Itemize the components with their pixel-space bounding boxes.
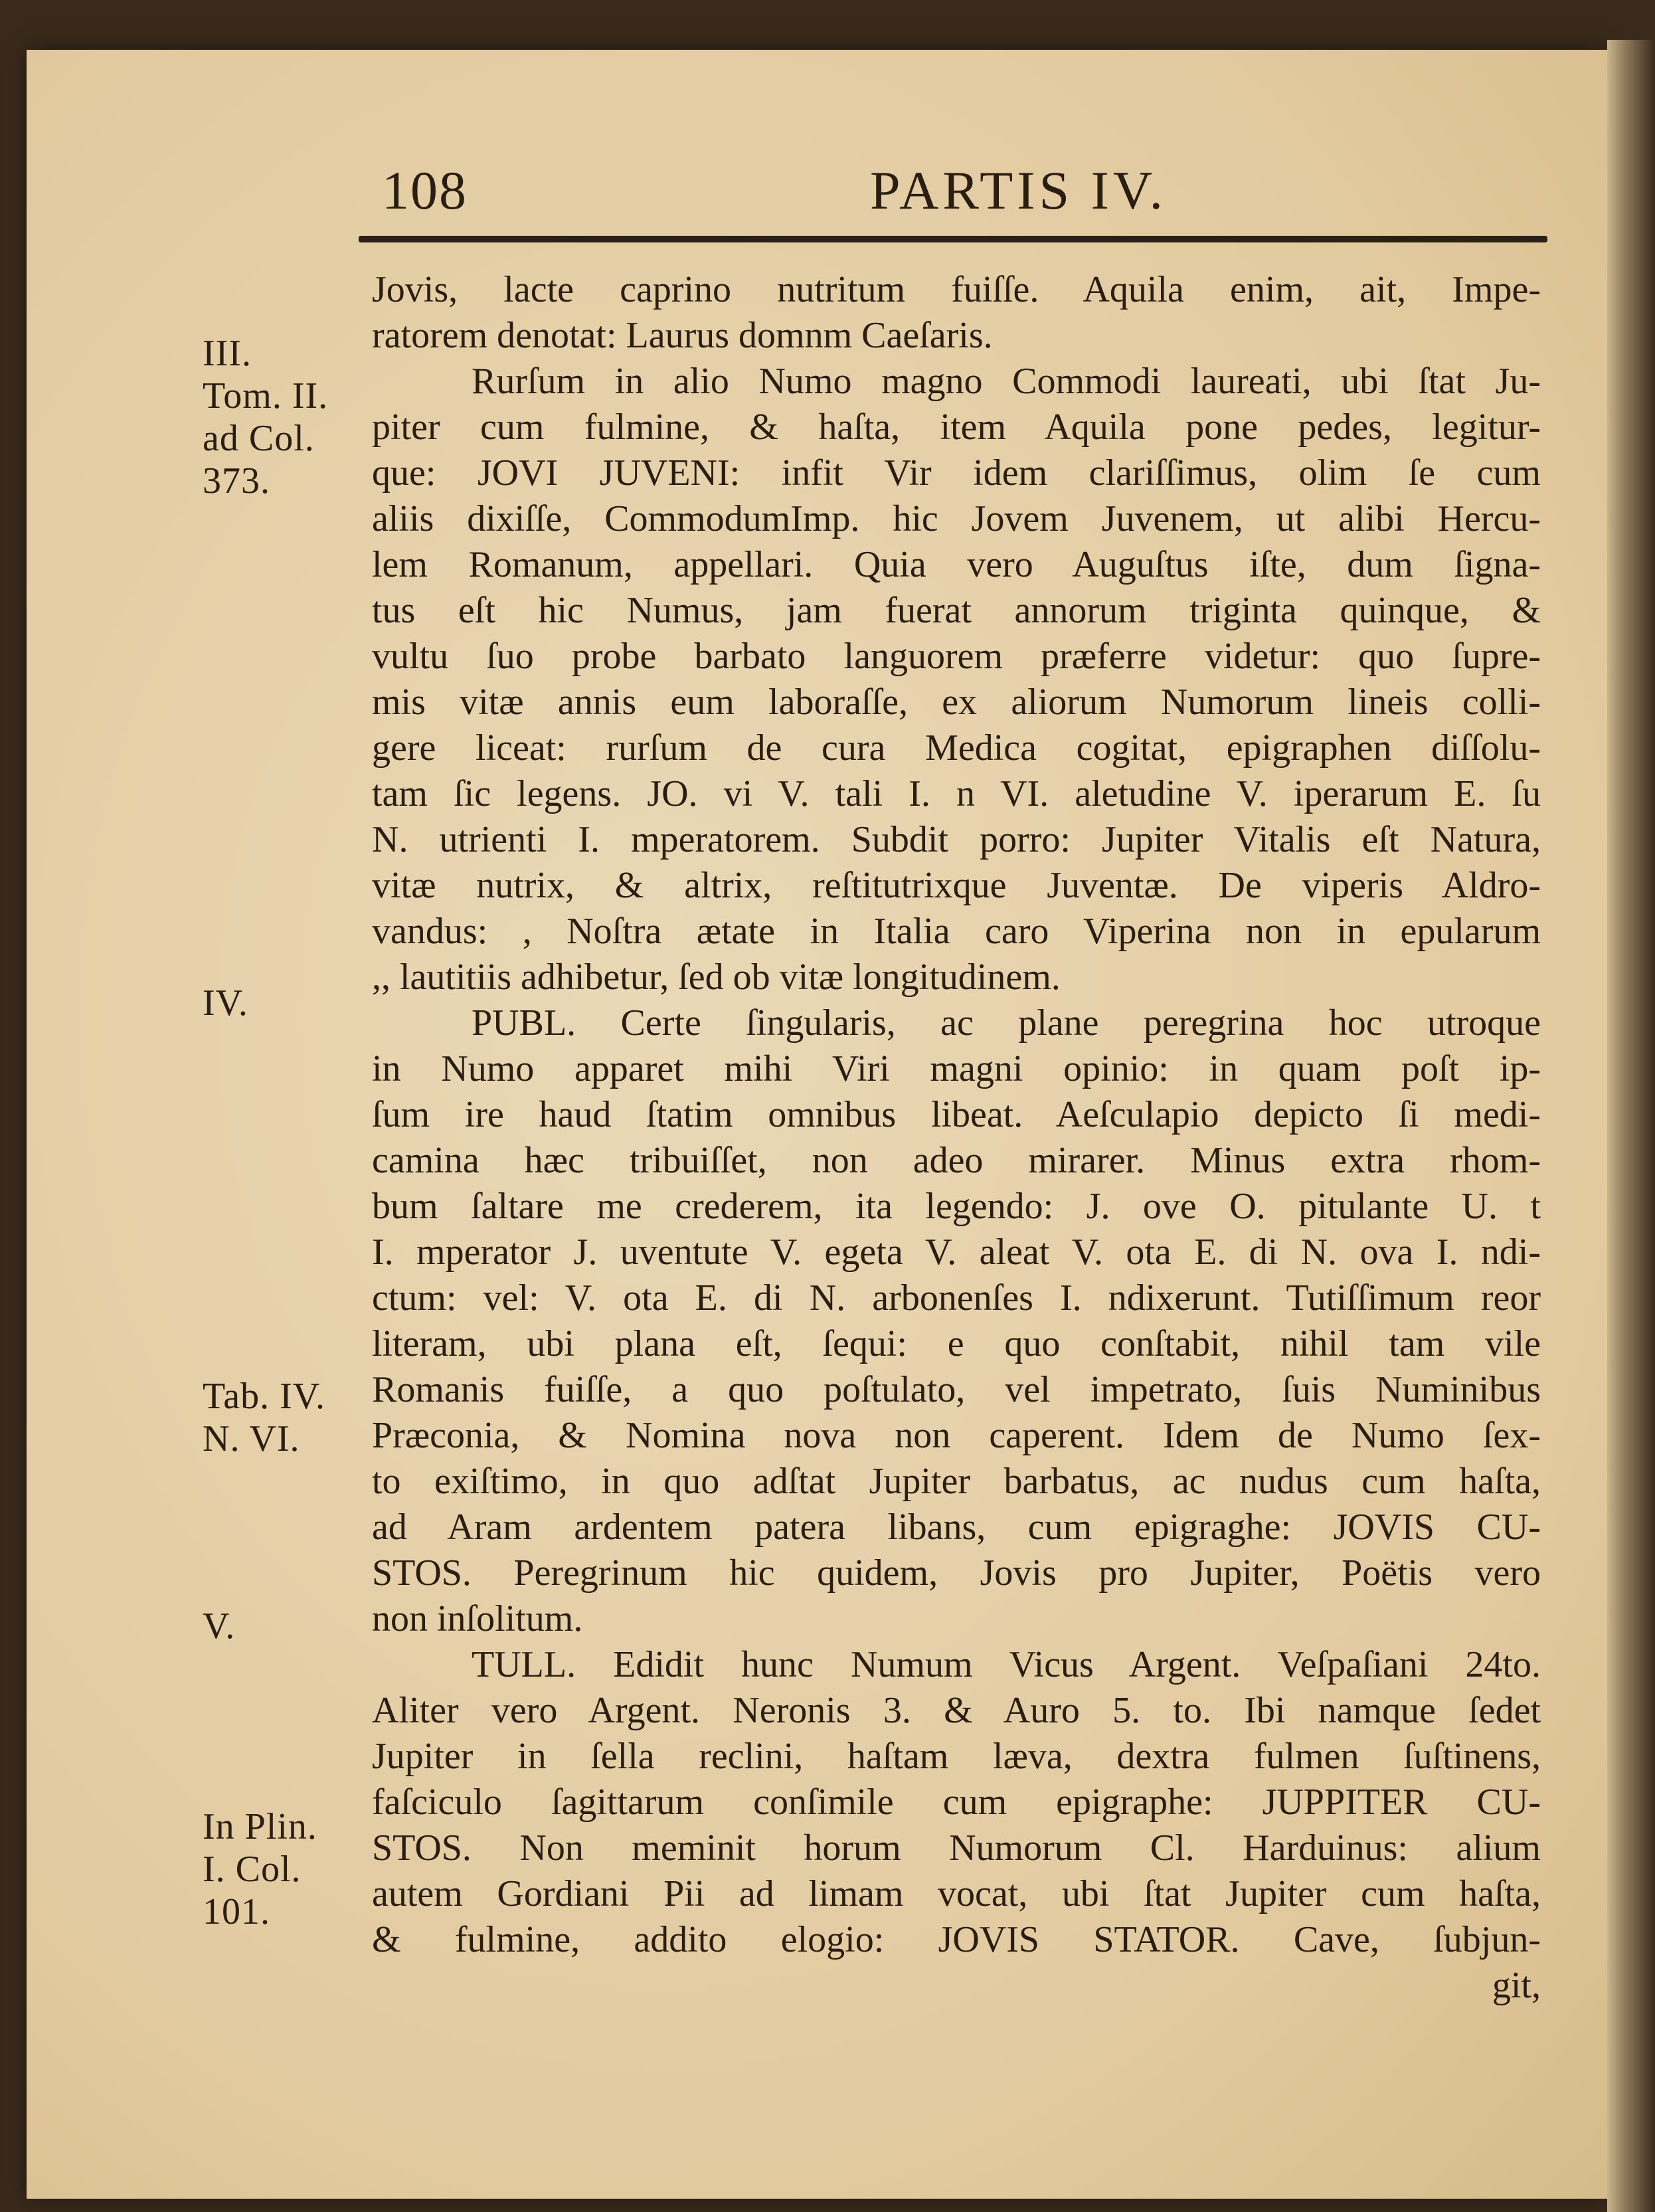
margin-note-5: V. xyxy=(203,1606,236,1647)
text-line: mis vitæ annis eum laboraſſe, ex aliorum Numorum lineis colli- xyxy=(372,682,1541,723)
text-line: camina hæc tribuiſſet, non adeo mirarer. Minus extra rhom- xyxy=(372,1140,1541,1181)
catchword: git, xyxy=(1492,1965,1541,2006)
text-line: lem Romanum, appellari. Quia vero Auguſtus iſte, dum ſigna- xyxy=(372,544,1541,585)
text-line: STOS. Peregrinum hic quidem, Jovis pro Jupiter, Poëtis vero xyxy=(372,1552,1541,1594)
text-line: to exiſtimo, in quo adſtat Jupiter barbatus, ac nudus cum haſta, xyxy=(372,1461,1541,1502)
text-line: PUBL. Certe ſingularis, ac plane peregrina hoc utroque xyxy=(472,1002,1541,1044)
text-line: vultu ſuo probe barbato languorem præferre videtur: quo ſupre- xyxy=(372,636,1541,677)
text-line: in Numo apparet mihi Viri magni opinio: in quam poſt ip- xyxy=(372,1048,1541,1089)
header-rule xyxy=(359,236,1547,242)
text-line: Jovis, lacte caprino nutritum fuiſſe. Aquila enim, ait, Impe- xyxy=(372,269,1541,310)
page-number: 108 xyxy=(382,160,468,221)
text-line: autem Gordiani Pii ad limam vocat, ubi ſtat Jupiter cum haſta, xyxy=(372,1873,1541,1914)
text-line: literam, ubi plana eſt, ſequi: e quo conſtabit, nihil tam vile xyxy=(372,1323,1541,1364)
text-line: ctum: vel: V. ota E. di N. arbonenſes I. ndixerunt. Tutiſſimum reor xyxy=(372,1277,1541,1319)
text-line: non inſolitum. xyxy=(372,1598,583,1639)
text-line: Præconia, & Nomina nova non caperent. Idem de Numo ſex- xyxy=(372,1415,1541,1456)
margin-note-3: III. Tom. II. ad Col. 373. xyxy=(203,333,329,502)
page-edge xyxy=(1607,40,1655,2212)
text-line: tam ſic legens. JO. vi V. tali I. n VI. aletudine V. iperarum E. ſu xyxy=(372,773,1541,814)
text-line: vandus: , Noſtra ætate in Italia caro Viperina non in epularum xyxy=(372,911,1541,952)
text-line: ,, lautitiis adhibetur, ſed ob vitæ longitudinem. xyxy=(372,957,1061,998)
body-text xyxy=(372,267,1541,2009)
text-line: Romanis fuiſſe, a quo poſtulato, vel impetrato, ſuis Numinibus xyxy=(372,1369,1541,1410)
text-line: que: JOVI JUVENI: infit Vir idem clariſſimus, olim ſe cum xyxy=(372,452,1541,494)
text-line: Rurſum in alio Numo magno Commodi laureati, ubi ſtat Ju- xyxy=(472,361,1541,402)
text-line: tus eſt hic Numus, jam fuerat annorum triginta quinque, & xyxy=(372,590,1541,631)
text-line: Jupiter in ſella reclini, haſtam læva, dextra fulmen ſuſtinens, xyxy=(372,1736,1541,1777)
text-line: aliis dixiſſe, CommodumImp. hic Jovem Juvenem, ut alibi Hercu- xyxy=(372,498,1541,539)
text-line: ratorem denotat: Laurus domnm Caeſaris. xyxy=(372,315,993,356)
text-line: gere liceat: rurſum de cura Medica cogitat, epigraphen diſſolu- xyxy=(372,727,1541,769)
margin-note-plin: In Plin. I. Col. 101. xyxy=(203,1806,317,1932)
text-line: & fulmine, addito elogio: JOVIS STATOR. Cave, ſubjun- xyxy=(372,1919,1541,1960)
text-line: TULL. Edidit hunc Numum Vicus Argent. Veſpaſiani 24to. xyxy=(472,1644,1541,1685)
margin-note-4: IV. xyxy=(203,982,248,1024)
text-line: faſciculo ſagittarum conſimile cum epigraphe: JUPPITER CU- xyxy=(372,1782,1541,1823)
text-line: bum ſaltare me crederem, ita legendo: J. ove O. pitulante U. t xyxy=(372,1186,1541,1227)
text-line: STOS. Non meminit horum Numorum Cl. Harduinus: alium xyxy=(372,1827,1541,1869)
text-line: ſum ire haud ſtatim omnibus libeat. Aeſculapio depicto ſi medi- xyxy=(372,1094,1541,1135)
text-line: N. utrienti I. mperatorem. Subdit porro: Jupiter Vitalis eſt Natura, xyxy=(372,819,1541,860)
text-line: I. mperator J. uventute V. egeta V. aleat V. ota E. di N. ova I. ndi- xyxy=(372,1232,1541,1273)
text-line: vitæ nutrix, & altrix, reſtitutrixque Juventæ. De viperis Aldro- xyxy=(372,865,1541,906)
text-line: piter cum fulmine, & haſta, item Aquila pone pedes, legitur- xyxy=(372,407,1541,448)
running-title: PARTIS IV. xyxy=(870,160,1168,221)
text-line: ad Aram ardentem patera libans, cum epigraghe: JOVIS CU- xyxy=(372,1507,1541,1548)
margin-note-tab: Tab. IV. N. VI. xyxy=(203,1376,326,1459)
text-line: Aliter vero Argent. Neronis 3. & Auro 5. to. Ibi namque ſedet xyxy=(372,1690,1541,1731)
